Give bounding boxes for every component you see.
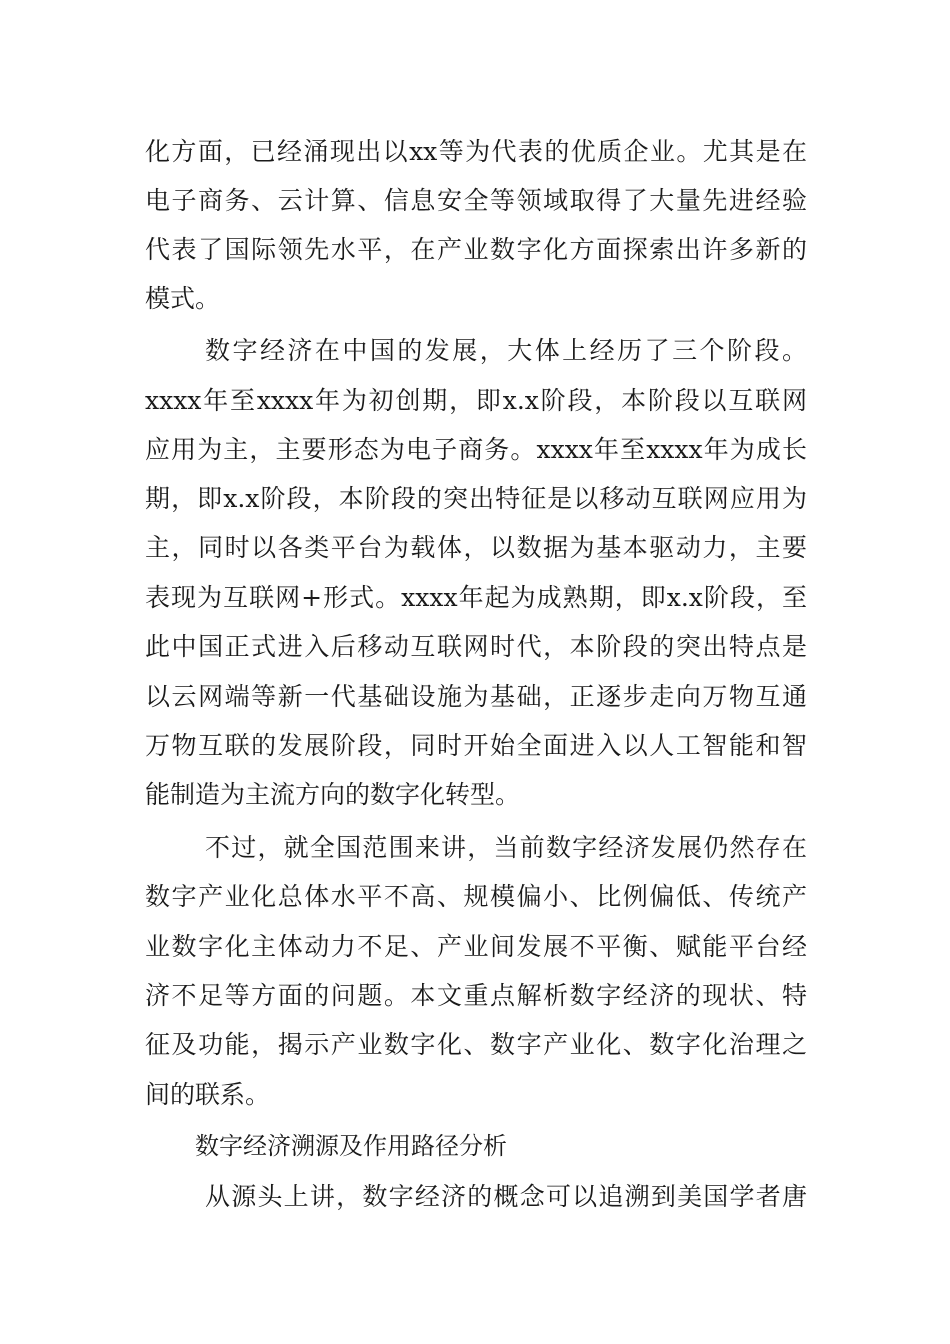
paragraph-1-line-1: 化方面，已经涌现出以xx等为代表的优质企业。尤其是在 [145, 137, 807, 166]
paragraph-2-line-1: 数字经济在中国的发展，大体上经历了三个阶段。 [205, 336, 807, 365]
paragraph-1-line-2: 电子商务、云计算、信息安全等领域取得了大量先进经验 [145, 186, 807, 215]
paragraph-4-line-1: 从源头上讲，数字经济的概念可以追溯到美国学者唐 [205, 1182, 807, 1211]
paragraph-3-line-3: 业数字化主体动力不足、产业间发展不平衡、赋能平台经 [145, 932, 807, 961]
paragraph-2-line-10: 能制造为主流方向的数字化转型。 [145, 780, 521, 809]
paragraph-2-line-8: 以云网端等新一代基础设施为基础，正逐步走向万物互通 [145, 682, 807, 711]
section-heading: 数字经济溯源及作用路径分析 [195, 1132, 507, 1160]
paragraph-3-line-6: 间的联系。 [145, 1080, 271, 1109]
paragraph-2-line-6: 表现为互联网+形式。xxxx年起为成熟期，即x.x阶段，至 [145, 583, 807, 612]
paragraph-2-line-9: 万物互联的发展阶段，同时开始全面进入以人工智能和智 [145, 731, 807, 760]
paragraph-2-line-5: 主，同时以各类平台为载体，以数据为基本驱动力，主要 [145, 533, 807, 562]
paragraph-3-line-1: 不过，就全国范围来讲，当前数字经济发展仍然存在 [205, 833, 807, 862]
paragraph-2-line-3: 应用为主，主要形态为电子商务。xxxx年至xxxx年为成长 [145, 435, 807, 464]
paragraph-3-line-4: 济不足等方面的问题。本文重点解析数字经济的现状、特 [145, 981, 807, 1010]
paragraph-3-line-5: 征及功能，揭示产业数字化、数字产业化、数字化治理之 [145, 1030, 807, 1059]
paragraph-1-line-3: 代表了国际领先水平，在产业数字化方面探索出许多新的 [145, 235, 807, 264]
paragraph-2-line-4: 期，即x.x阶段，本阶段的突出特征是以移动互联网应用为 [145, 484, 807, 513]
paragraph-3-line-2: 数字产业化总体水平不高、规模偏小、比例偏低、传统产 [145, 882, 807, 911]
paragraph-1-line-4: 模式。 [145, 284, 221, 313]
paragraph-2-line-7: 此中国正式进入后移动互联网时代，本阶段的突出特点是 [145, 632, 807, 661]
paragraph-2-line-2: xxxx年至xxxx年为初创期，即x.x阶段，本阶段以互联网 [145, 386, 807, 415]
